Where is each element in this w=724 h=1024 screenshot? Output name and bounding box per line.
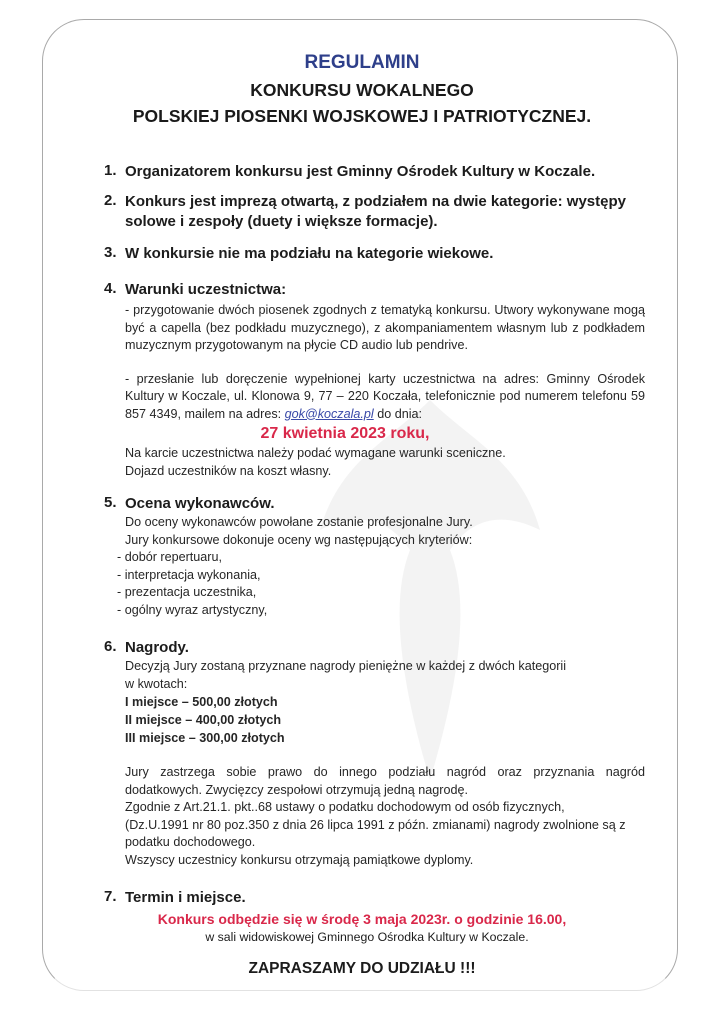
tax-law-text: Zgodnie z Art.21.1. pkt..68 ustawy o podatku dochodowym od osób fizycznych, <box>125 800 565 814</box>
criteria-item: - interpretacja wykonania, <box>117 567 261 582</box>
prize-list <box>125 693 644 747</box>
rule-item-2 <box>104 192 644 232</box>
item-number: 3. <box>104 244 117 261</box>
prize-second: II miejsce – 400,00 złotych <box>125 713 282 727</box>
event-place: w sali widowiskowej Gminnego Ośrodka Kultury w Koczale. <box>205 930 529 944</box>
item-heading: Termin i miejsce. <box>125 889 246 906</box>
event-details <box>0 909 724 946</box>
item-number: 5. <box>104 494 117 511</box>
item-number: 7. <box>104 888 117 905</box>
criteria-item: - ogólny wyraz artystyczny, <box>117 602 268 617</box>
rule-item-6 <box>104 638 644 869</box>
item-number: 2. <box>104 192 117 209</box>
prize-third: III miejsce – 300,00 złotych <box>125 731 285 745</box>
item-heading: Nagrody. <box>125 639 189 656</box>
invitation-text: ZAPRASZAMY DO UDZIAŁU !!! <box>248 960 476 977</box>
rule-item-7 <box>104 888 644 908</box>
deadline-date: 27 kwietnia 2023 roku, <box>260 425 430 442</box>
tax-exemption-text: (Dz.U.1991 nr 80 poz.350 z dnia 26 lipca 1991 z późn. zmianami) nagrody zwolnione są z podatku dochodowego. <box>125 817 626 849</box>
item-heading: Konkurs jest imprezą otwartą, z podziałem na dwie kategorie: występy solowe i zespoły (duety i większe formacje). <box>125 193 626 230</box>
item-heading: Organizatorem konkursu jest Gminny Ośrodek Kultury w Koczale. <box>125 163 596 180</box>
prizes-intro-cont: w kwotach: <box>125 676 188 691</box>
rule-item-4 <box>104 280 644 480</box>
item-heading: Warunki uczestnictwa: <box>125 281 287 298</box>
criteria-item: - prezentacja uczestnika, <box>117 585 257 599</box>
jury-line: Do oceny wykonawców powołane zostanie profesjonalne Jury. <box>125 515 473 529</box>
travel-cost-note: Dojazd uczestników na koszt własny. <box>125 463 332 478</box>
email-link[interactable]: gok@koczala.pl <box>284 406 374 421</box>
participation-requirement-form <box>125 371 645 424</box>
stage-requirements-note: Na karcie uczestnictwa należy podać wymagane warunki sceniczne. <box>125 446 506 460</box>
prizes-intro: Decyzją Jury zostaną przyznane nagrody pieniężne w każdej z dwóch kategorii <box>125 659 567 673</box>
item-number: 6. <box>104 638 117 655</box>
document-title: REGULAMIN <box>304 52 420 73</box>
criteria-list <box>117 549 644 619</box>
rule-item-1 <box>104 162 644 182</box>
jury-rights-text: Jury zastrzega sobie prawo do innego podziału nagród oraz przyznania nagród dodatkowych. Zwycięzcy zespołowi otrzymują jedną nagrodę. <box>125 765 645 797</box>
item-heading: W konkursie nie ma podziału na kategorie wiekowe. <box>125 245 494 262</box>
rule-item-3 <box>104 244 644 264</box>
item-heading: Ocena wykonawców. <box>125 495 275 512</box>
rule-item-5 <box>104 494 644 619</box>
criteria-intro: Jury konkursowe dokonuje oceny wg następujących kryteriów: <box>125 532 473 547</box>
deadline-prefix: do dnia: <box>373 406 423 421</box>
form-submission-text: - przesłanie lub doręczenie wypełnionej karty uczestnictwa na adres: Gminny Ośrodek Kultury w Koczale, ul. Klonowa 9, 77 – 220 Koczała, telefonicznie pod numerem telefonu 59 857 4349, mailem na adres: <box>125 371 645 421</box>
item-number: 4. <box>104 280 117 297</box>
criteria-item: - dobór repertuaru, <box>117 550 223 564</box>
participation-requirement-songs: - przygotowanie dwóch piosenek zgodnych z tematyką konkursu. Utwory wykonywane mogą być a capella (bez podkładu muzycznego), z akompaniamentem własnym lub z podkładem muzycznym przygotowanym na płycie CD audio lub pendrive. <box>125 303 645 352</box>
document-subtitle-line2: POLSKIEJ PIOSENKI WOJSKOWEJ I PATRIOTYCZNEJ. <box>132 106 592 126</box>
item-number: 1. <box>104 162 117 179</box>
event-date: Konkurs odbędzie się w środę 3 maja 2023r. o godzinie 16.00, <box>157 911 567 927</box>
diplomas-text: Wszyscy uczestnicy konkursu otrzymają pamiątkowe dyplomy. <box>125 852 474 867</box>
prize-first: I miejsce – 500,00 złotych <box>125 695 278 709</box>
document-subtitle-line1: KONKURSU WOKALNEGO <box>250 80 474 100</box>
